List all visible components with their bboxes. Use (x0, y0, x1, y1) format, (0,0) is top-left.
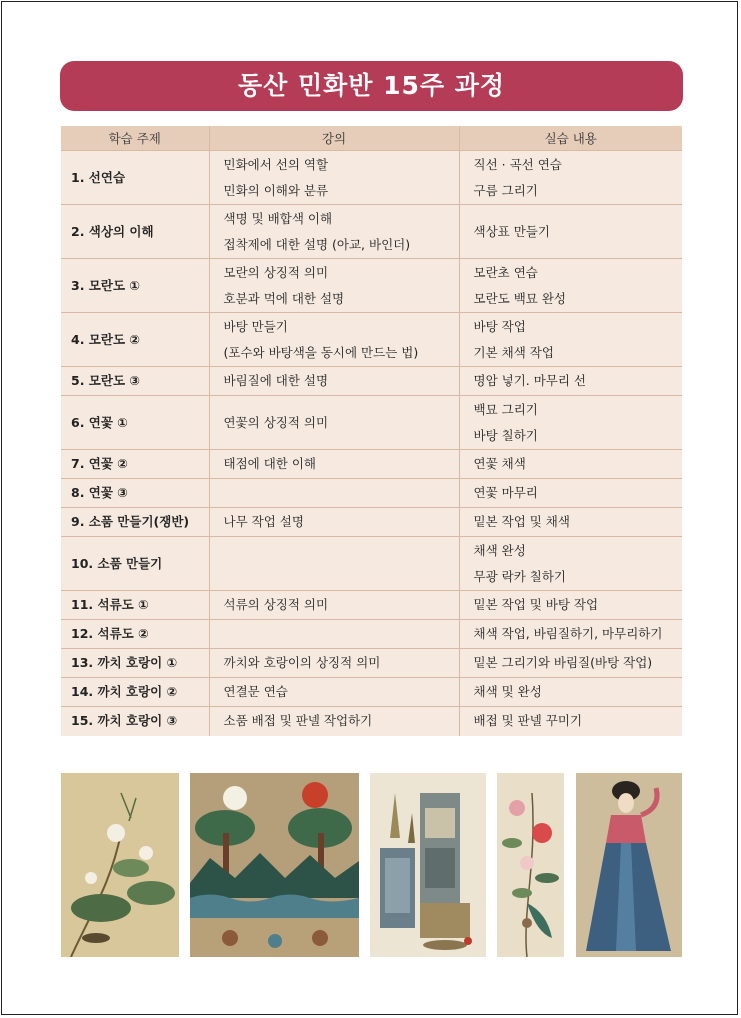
row-practice (459, 151, 682, 205)
row-practice (459, 707, 682, 736)
table-row (61, 367, 682, 396)
row-lecture (209, 620, 459, 649)
row-topic: 14. 까치 호랑이 ② (61, 678, 209, 707)
row-practice (459, 396, 682, 450)
row-topic: 15. 까치 호랑이 ③ (61, 707, 209, 736)
lecture-line: 태점에 대한 이해 (223, 456, 316, 471)
row-lecture (209, 707, 459, 736)
row-practice (459, 537, 682, 591)
row-practice (459, 479, 682, 508)
chaekgeori-painting (370, 773, 486, 957)
lotus-painting (61, 773, 179, 957)
row-topic: 1. 선연습 (61, 151, 209, 205)
row-topic: 9. 소품 만들기(쟁반) (61, 508, 209, 537)
table-row (61, 537, 682, 591)
practice-line: 연꽃 마무리 (473, 485, 538, 500)
row-practice (459, 508, 682, 537)
row-practice (459, 649, 682, 678)
lecture-line: 소품 배접 및 판넬 작업하기 (223, 713, 373, 729)
row-lecture (209, 396, 459, 450)
lecture-line: 접착제에 대한 설명 (아교, 바인더) (223, 236, 411, 252)
practice-line: 기본 채색 작업 (473, 344, 554, 360)
practice-line: 밑본 작업 및 바탕 작업 (473, 597, 599, 612)
practice-line: 밑본 작업 및 채색 (473, 514, 570, 529)
practice-line: 모란초 연습 (473, 264, 538, 280)
row-practice (459, 367, 682, 396)
page-title: 동산 민화반 15주 과정 (60, 61, 683, 111)
row-lecture (209, 313, 459, 367)
lecture-line: (포수와 바탕색을 동시에 만드는 법) (223, 344, 419, 360)
lecture-line: 연결문 연습 (223, 684, 288, 699)
table-row (61, 450, 682, 479)
lecture-line: 호분과 먹에 대한 설명 (223, 290, 345, 306)
practice-line: 모란도 백묘 완성 (473, 290, 566, 306)
practice-line: 채색 완성 (473, 542, 526, 558)
table-row (61, 649, 682, 678)
row-practice (459, 205, 682, 259)
practice-line: 바탕 칠하기 (473, 427, 538, 443)
row-topic: 4. 모란도 ② (61, 313, 209, 367)
sun-moon-painting (190, 773, 359, 957)
row-practice (459, 313, 682, 367)
row-topic: 2. 색상의 이해 (61, 205, 209, 259)
row-lecture (209, 537, 459, 591)
practice-line: 무광 락카 칠하기 (473, 568, 566, 584)
lecture-line: 까치와 호랑이의 상징적 의미 (223, 655, 381, 670)
practice-line: 연꽃 채색 (473, 456, 526, 471)
table-row (61, 591, 682, 620)
practice-line: 바탕 작업 (473, 318, 526, 334)
peony-painting (497, 773, 564, 957)
practice-line: 백묘 그리기 (473, 401, 538, 417)
row-lecture (209, 259, 459, 313)
row-topic: 11. 석류도 ① (61, 591, 209, 620)
lecture-line: 석류의 상징적 의미 (223, 597, 329, 612)
table-row (61, 396, 682, 450)
table-row (61, 707, 682, 736)
curriculum-table (61, 126, 682, 736)
row-lecture (209, 649, 459, 678)
table-header-row (61, 126, 682, 151)
practice-line: 배접 및 판넬 꾸미기 (473, 713, 583, 729)
table-row (61, 620, 682, 649)
row-lecture (209, 151, 459, 205)
row-lecture (209, 591, 459, 620)
row-lecture (209, 508, 459, 537)
practice-line: 밑본 그리기와 바림질(바탕 작업) (473, 655, 653, 670)
lecture-line: 민화의 이해와 분류 (223, 182, 329, 198)
row-lecture (209, 367, 459, 396)
row-practice (459, 678, 682, 707)
header-topic: 학습 주제 (61, 126, 209, 151)
lecture-line: 민화에서 선의 역할 (223, 156, 329, 172)
table-row (61, 479, 682, 508)
row-practice (459, 591, 682, 620)
practice-line: 채색 작업, 바림질하기, 마무리하기 (473, 626, 663, 641)
lecture-line: 바탕 만들기 (223, 318, 288, 334)
row-topic: 7. 연꽃 ② (61, 450, 209, 479)
header-lecture: 강의 (209, 126, 459, 151)
practice-line: 색상표 만들기 (473, 223, 550, 239)
table-row (61, 205, 682, 259)
row-lecture (209, 479, 459, 508)
practice-line: 명암 넣기. 마무리 선 (473, 373, 586, 388)
row-lecture (209, 450, 459, 479)
practice-line: 직선 · 곡선 연습 (473, 156, 562, 172)
row-topic: 5. 모란도 ③ (61, 367, 209, 396)
table-row (61, 508, 682, 537)
row-topic: 10. 소품 만들기 (61, 537, 209, 591)
practice-line: 구름 그리기 (473, 182, 538, 198)
lecture-line: 바림질에 대한 설명 (223, 373, 329, 388)
lecture-line: 모란의 상징적 의미 (223, 264, 329, 280)
beauty-portrait-painting (576, 773, 682, 957)
row-topic: 3. 모란도 ① (61, 259, 209, 313)
row-practice (459, 259, 682, 313)
table-row (61, 678, 682, 707)
row-topic: 6. 연꽃 ① (61, 396, 209, 450)
row-topic: 12. 석류도 ② (61, 620, 209, 649)
lecture-line: 연꽃의 상징적 의미 (223, 414, 329, 430)
lecture-line: 색명 및 배합색 이해 (223, 210, 333, 226)
header-practice: 실습 내용 (459, 126, 682, 151)
practice-line: 채색 및 완성 (473, 684, 542, 699)
table-row (61, 313, 682, 367)
row-topic: 13. 까치 호랑이 ① (61, 649, 209, 678)
row-practice (459, 620, 682, 649)
row-practice (459, 450, 682, 479)
row-lecture (209, 678, 459, 707)
table-row (61, 259, 682, 313)
table-row (61, 151, 682, 205)
row-lecture (209, 205, 459, 259)
lecture-line: 나무 작업 설명 (223, 514, 304, 529)
row-topic: 8. 연꽃 ③ (61, 479, 209, 508)
